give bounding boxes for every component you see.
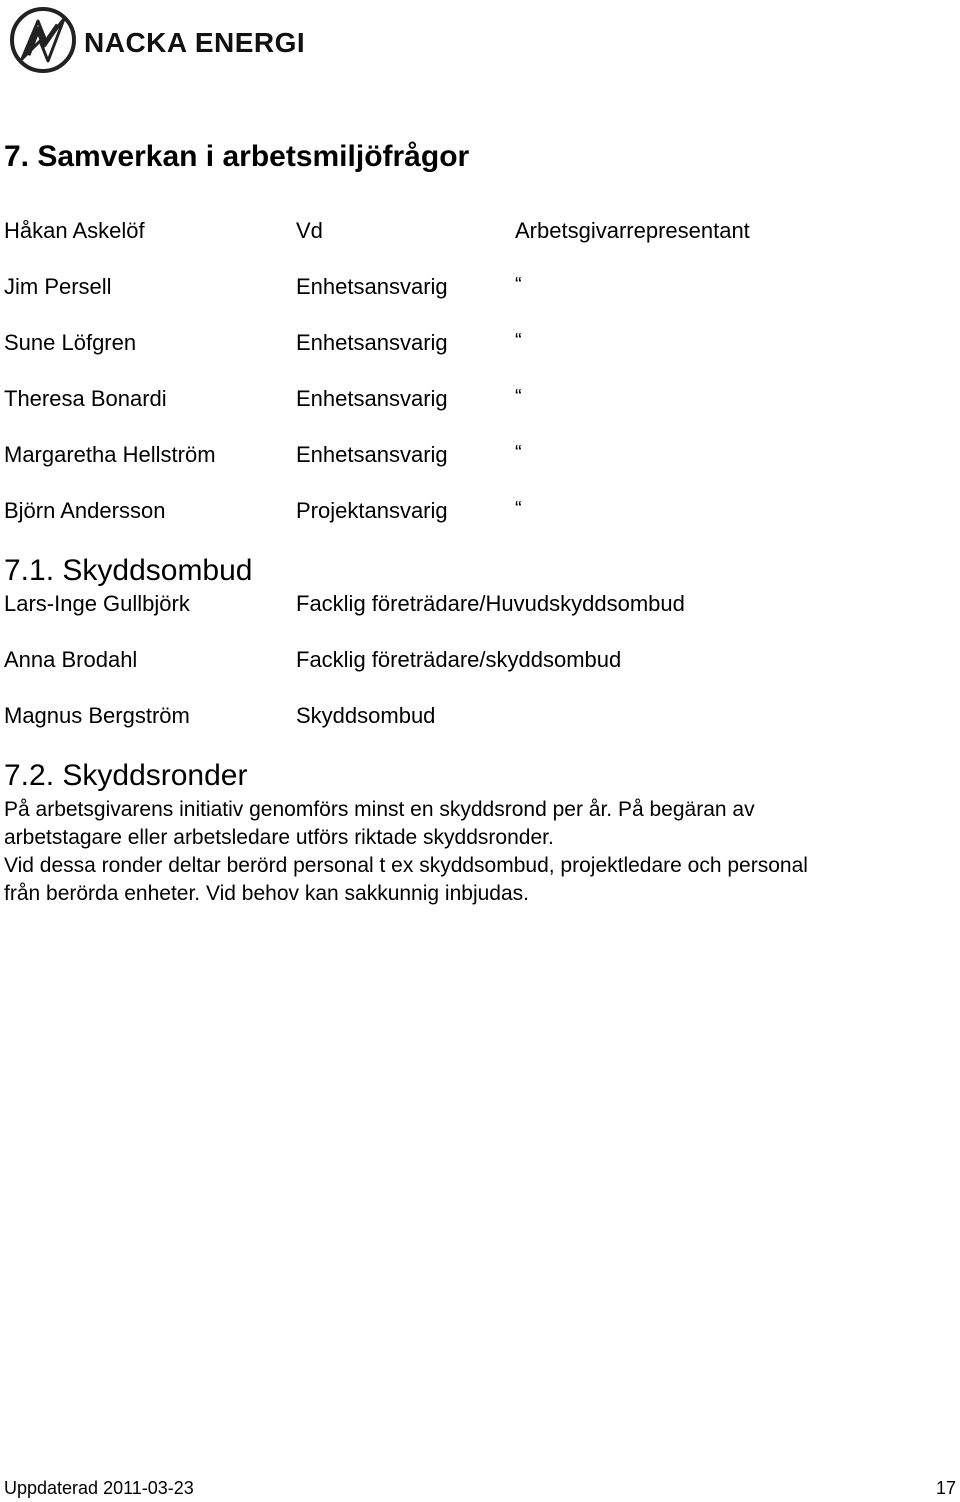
company-logo [8, 4, 305, 76]
subsection-heading: 7.2. Skyddsronder [4, 759, 248, 792]
logo-text: NACKA ENERGI [84, 27, 306, 58]
updated-date: Uppdaterad 2011-03-23 [4, 1478, 194, 1498]
page-number: 17 [935, 1478, 956, 1498]
person-name: Margaretha Hellström [4, 442, 216, 467]
paragraph-line: Vid dessa ronder deltar berörd personal t ex skyddsombud, projektledare och personal [4, 854, 808, 877]
person-name: Jim Persell [4, 274, 112, 299]
ditto-mark: “ [515, 442, 522, 464]
person-role: Projektansvarig [296, 498, 448, 523]
section-heading: 7. Samverkan i arbetsmiljöfrågor [4, 140, 470, 173]
person-role: Vd [296, 218, 323, 243]
person-role: Enhetsansvarig [296, 442, 448, 467]
paragraph-line: från berörda enheter. Vid behov kan sakkunnig inbjudas. [4, 882, 529, 905]
ditto-mark: “ [515, 386, 522, 408]
paragraph-line: På arbetsgivarens initiativ genomförs minst en skyddsrond per år. På begäran av [4, 798, 755, 821]
person-name: Håkan Askelöf [4, 218, 145, 243]
nacka-energi-logo-icon [8, 5, 78, 75]
person-representation: Arbetsgivarrepresentant [515, 218, 750, 243]
person-role: Enhetsansvarig [296, 386, 448, 411]
paragraph-line: arbetstagare eller arbetsledare utförs riktade skyddsronder. [4, 826, 554, 849]
ditto-mark: “ [515, 330, 522, 352]
subsection-heading: 7.1. Skyddsombud [4, 554, 253, 587]
person-name: Björn Andersson [4, 498, 166, 523]
body-paragraph [4, 796, 954, 908]
page-footer [4, 1478, 956, 1499]
person-role: Enhetsansvarig [296, 330, 448, 355]
ditto-mark: “ [515, 274, 522, 296]
person-role: Enhetsansvarig [296, 274, 448, 299]
person-role: Skyddsombud [296, 703, 436, 728]
person-name: Magnus Bergström [4, 703, 190, 728]
person-name: Lars-Inge Gullbjörk [4, 591, 190, 616]
person-role: Facklig företrädare/skyddsombud [296, 647, 622, 672]
ditto-mark: “ [515, 498, 522, 520]
person-name: Anna Brodahl [4, 647, 138, 672]
person-name: Sune Löfgren [4, 330, 137, 355]
person-name: Theresa Bonardi [4, 386, 167, 411]
person-role: Facklig företrädare/Huvudskyddsombud [296, 591, 685, 616]
